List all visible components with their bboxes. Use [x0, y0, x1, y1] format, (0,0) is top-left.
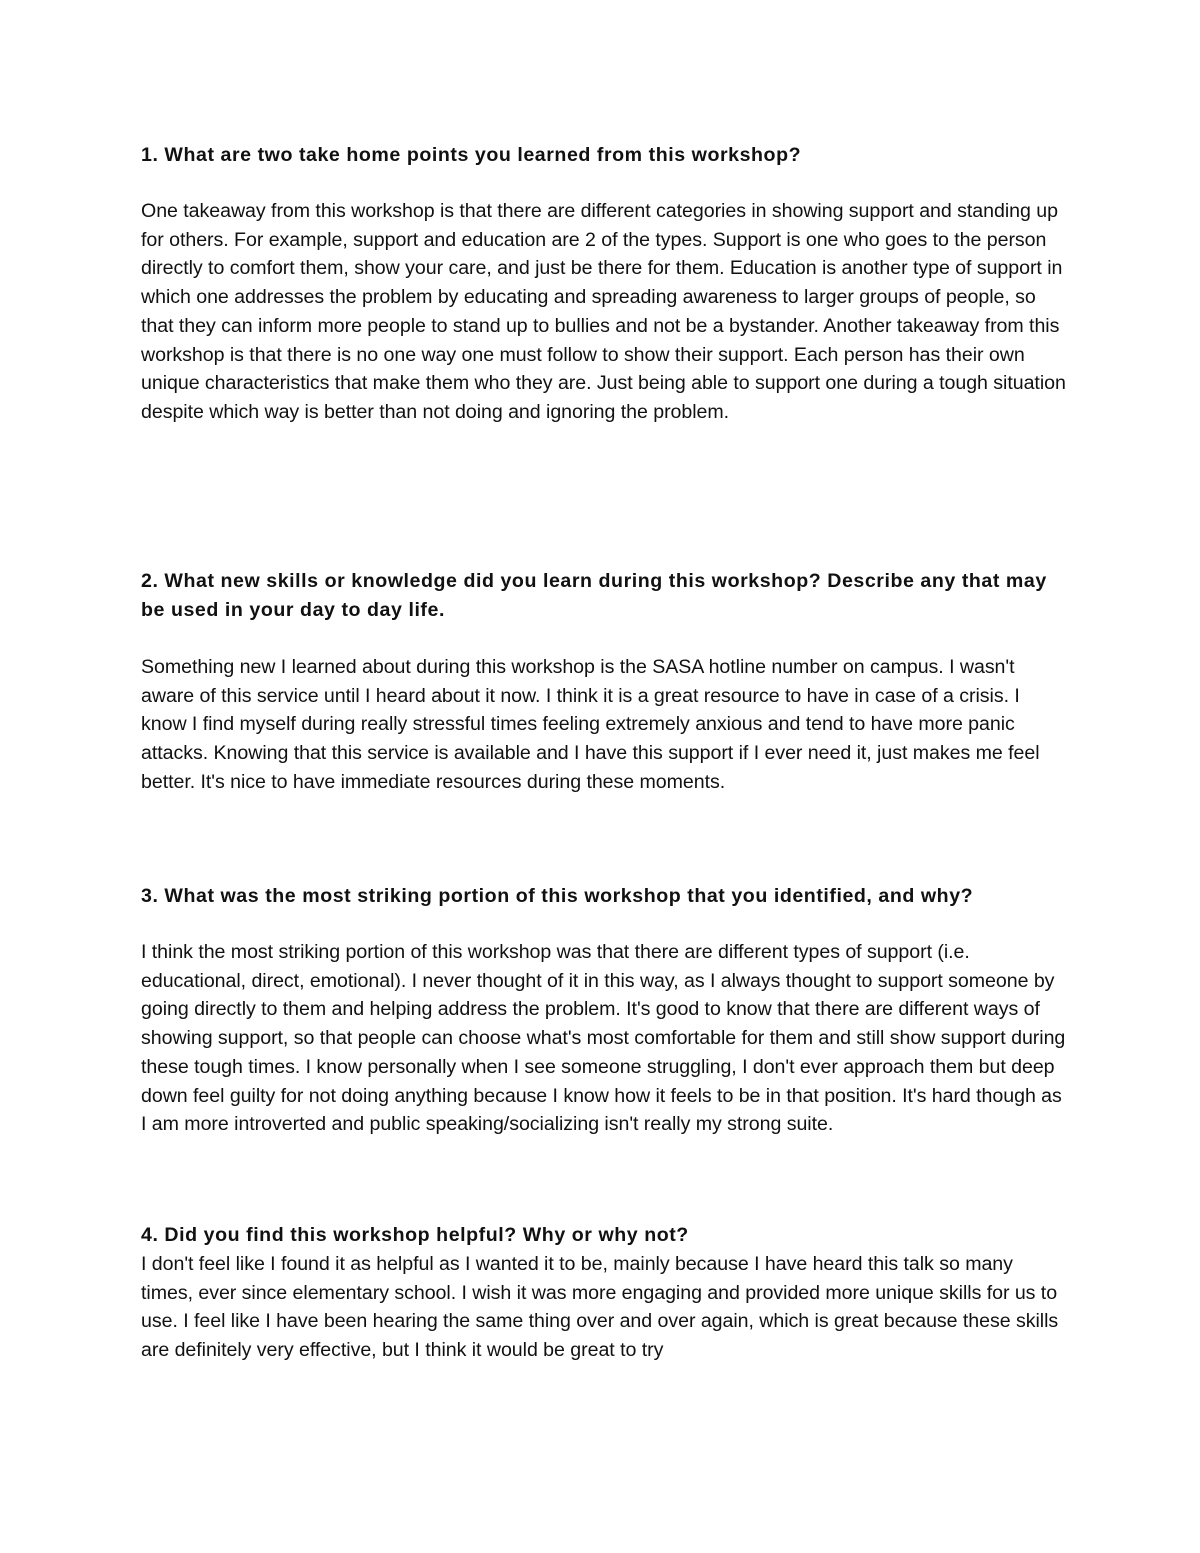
- question-4-heading: 4. Did you find this workshop helpful? Why or why not?: [141, 1224, 689, 1246]
- question-3-heading: 3. What was the most striking portion of this workshop that you identified, and why?: [141, 885, 974, 907]
- answer-1-paragraph: One takeaway from this workshop is that there are different categories in showing support and standing up for others. For example, support and education are 2 of the types. Support is one who goes to the person directly to comfort them, show your care, and just be there for them. Education is another type of support in which one addresses the problem by educating and spreading awareness to larger groups of people, so that they can inform more people to stand up to bullies and not be a bystander. Another takeaway from this workshop is that there is no one way one must follow to show their support. Each person has their own unique characteristics that make them who they are. Just being able to support one during a tough situation despite which way is better than not doing and ignoring the problem.: [141, 200, 1066, 423]
- question-1-heading: 1. What are two take home points you learned from this workshop?: [141, 144, 802, 166]
- answer-3-paragraph: I think the most striking portion of this workshop was that there are different types of support (i.e. educational, direct, emotional). I never thought of it in this way, as I always thought to support someone by going directly to them and helping address the problem. It's good to know that there are different ways of showing support, so that people can choose what's most comfortable for them and still show support during these tough times. I know personally when I see someone struggling, I don't ever approach them but deep down feel guilty for not doing anything because I know how it feels to be in that position. It's hard though as I am more introverted and public speaking/socializing isn't really my strong suite.: [141, 941, 1066, 1136]
- answer-4-paragraph: I don't feel like I found it as helpful as I wanted it to be, mainly because I have heard this talk so many times, ever since elementary school. I wish it was more engaging and provided more unique skills for us to use. I feel like I have been hearing the same thing over and over again, which is great because these skills are definitely very effective, but I think it would be great to try: [141, 1253, 1059, 1362]
- question-2-heading: 2. What new skills or knowledge did you learn during this workshop? Describe any that may be used in your day to day life.: [141, 570, 1047, 621]
- answer-2-paragraph: Something new I learned about during this workshop is the SASA hotline number on campus. I wasn't aware of this service until I heard about it now. I think it is a great resource to have in case of a crisis. I know I find myself during really stressful times feeling extremely anxious and tend to have more panic attacks. Knowing that this service is available and I have this support if I ever need it, just makes me feel better. It's nice to have immediate resources during these moments.: [141, 656, 1040, 793]
